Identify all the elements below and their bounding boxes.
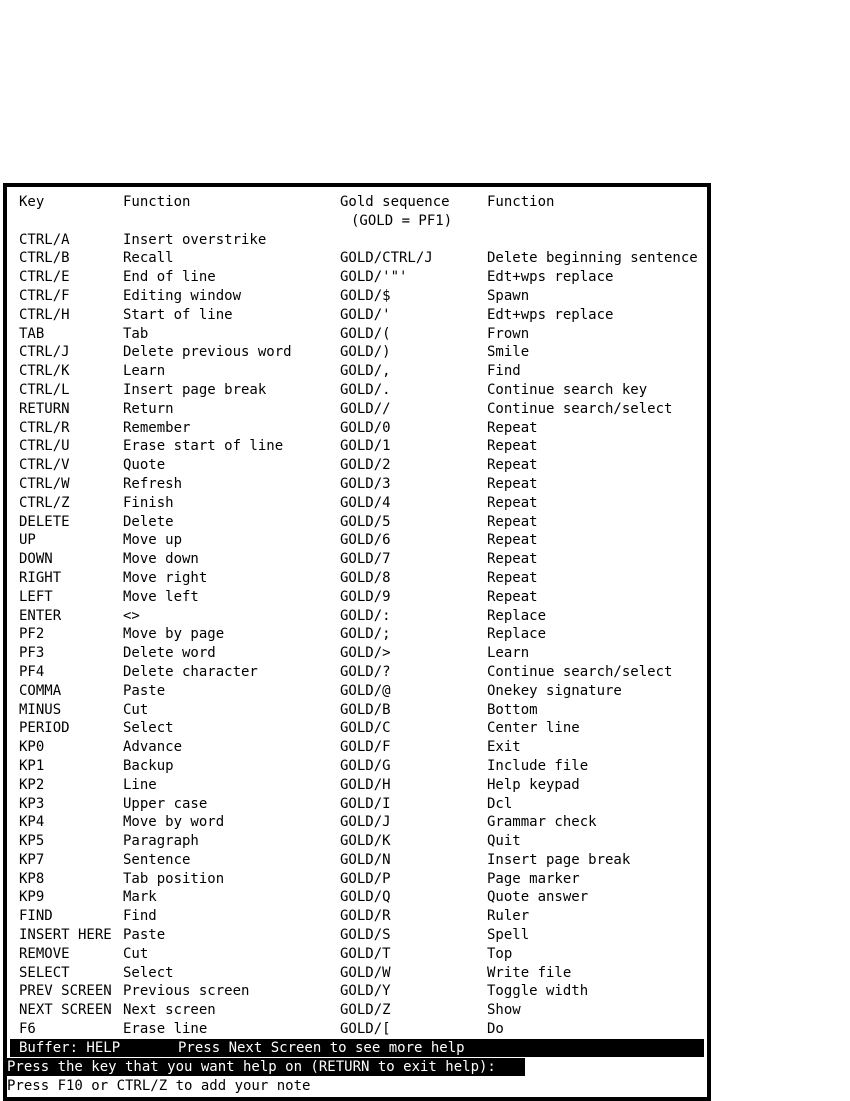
row-key: PF3 — [19, 645, 45, 662]
row-gold-sequence: GOLD/8 — [340, 569, 391, 586]
row-gold-function: Show — [487, 1002, 521, 1019]
row-gold-sequence: GOLD/9 — [340, 588, 391, 605]
table-row — [19, 982, 707, 1001]
row-key: DOWN — [19, 551, 53, 568]
row-function: Remember — [123, 419, 191, 436]
table-row — [19, 870, 707, 889]
header-gold-sequence: Gold sequence — [340, 194, 450, 210]
row-function: Move by page — [123, 626, 225, 643]
row-function: Move by word — [123, 814, 225, 831]
row-function: Delete — [123, 513, 174, 530]
row-gold-sequence: GOLD/> — [340, 645, 391, 662]
table-row — [19, 607, 707, 626]
row-gold-sequence: GOLD// — [340, 400, 391, 417]
row-gold-function: Learn — [487, 645, 530, 662]
row-function: Mark — [123, 889, 157, 906]
row-key: KP3 — [19, 795, 45, 812]
row-key: KP8 — [19, 870, 45, 887]
table-row — [19, 419, 707, 438]
row-gold-function: Continue search key — [487, 381, 648, 398]
row-key: REMOVE — [19, 945, 70, 962]
table-row — [19, 513, 707, 532]
row-gold-function: Ruler — [487, 908, 530, 925]
row-gold-function: Do — [487, 1021, 504, 1038]
row-function: Delete character — [123, 663, 258, 680]
row-gold-sequence: GOLD/S — [340, 927, 391, 944]
row-key: CTRL/V — [19, 457, 70, 474]
table-row — [19, 795, 707, 814]
row-function: Previous screen — [123, 983, 250, 1000]
table-row — [19, 907, 707, 926]
row-key: CTRL/W — [19, 475, 70, 492]
row-key: RETURN — [19, 400, 70, 417]
row-function: Cut — [123, 701, 149, 718]
row-gold-sequence: GOLD/K — [340, 833, 391, 850]
row-gold-function: Edt+wps replace — [487, 269, 614, 286]
row-gold-sequence: GOLD/P — [340, 870, 391, 887]
row-gold-function: Spawn — [487, 287, 530, 304]
table-row — [19, 437, 707, 456]
table-row — [19, 757, 707, 776]
row-gold-function: Replace — [487, 607, 547, 624]
table-row — [19, 964, 707, 983]
table-row — [19, 945, 707, 964]
table-row — [19, 456, 707, 475]
buffer-label: Buffer: HELP — [19, 1040, 121, 1056]
row-key: CTRL/E — [19, 269, 70, 286]
row-function: Recall — [123, 250, 174, 267]
row-function: Erase line — [123, 1021, 208, 1038]
row-key: FIND — [19, 908, 53, 925]
row-gold-sequence: GOLD/Z — [340, 1002, 391, 1019]
row-key: CTRL/H — [19, 306, 70, 323]
row-gold-function: Exit — [487, 739, 521, 756]
table-row — [19, 776, 707, 795]
table-row — [19, 494, 707, 513]
row-gold-function: Repeat — [487, 551, 538, 568]
row-key: CTRL/K — [19, 363, 70, 380]
row-function: Paste — [123, 682, 166, 699]
row-key: CTRL/B — [19, 250, 70, 267]
row-key: KP4 — [19, 814, 45, 831]
row-gold-function: Find — [487, 363, 521, 380]
table-row — [19, 400, 707, 419]
table-row — [19, 625, 707, 644]
row-function: Select — [123, 720, 174, 737]
row-gold-function: Repeat — [487, 513, 538, 530]
row-gold-sequence: GOLD/: — [340, 607, 391, 624]
table-row — [19, 381, 707, 400]
header-function: Function — [123, 194, 191, 210]
row-gold-function: Repeat — [487, 588, 538, 605]
table-row — [19, 832, 707, 851]
table-row — [19, 1020, 707, 1039]
row-gold-function: Quote answer — [487, 889, 589, 906]
row-key: CTRL/R — [19, 419, 70, 436]
row-gold-function: Continue search/select — [487, 400, 673, 417]
row-function: Advance — [123, 739, 183, 756]
row-gold-sequence: GOLD/F — [340, 739, 391, 756]
buffer-hint: Press Next Screen to see more help — [178, 1040, 465, 1056]
row-gold-sequence: GOLD/N — [340, 851, 391, 868]
row-key: CTRL/A — [19, 231, 70, 248]
row-gold-function: Replace — [487, 626, 547, 643]
row-key: UP — [19, 532, 36, 549]
row-key: PF4 — [19, 663, 45, 680]
row-gold-sequence: GOLD/R — [340, 908, 391, 925]
row-gold-sequence: GOLD/Y — [340, 983, 391, 1000]
row-gold-function: Bottom — [487, 701, 538, 718]
row-key: DELETE — [19, 513, 70, 530]
row-gold-function: Repeat — [487, 438, 538, 455]
row-key: KP5 — [19, 833, 45, 850]
row-function: Return — [123, 400, 174, 417]
table-row — [19, 851, 707, 870]
table-row — [19, 325, 707, 344]
table-row — [19, 888, 707, 907]
row-key: RIGHT — [19, 569, 62, 586]
row-key: KP0 — [19, 739, 45, 756]
row-gold-sequence: GOLD/? — [340, 663, 391, 680]
row-gold-function: Quit — [487, 833, 521, 850]
row-key: CTRL/U — [19, 438, 70, 455]
row-function: Paragraph — [123, 833, 199, 850]
row-gold-sequence: GOLD/H — [340, 776, 391, 793]
row-key: NEXT SCREEN — [19, 1002, 112, 1019]
row-gold-sequence: GOLD/; — [340, 626, 391, 643]
row-function: Delete previous word — [123, 344, 292, 361]
row-gold-function: Spell — [487, 927, 530, 944]
row-gold-sequence: GOLD/2 — [340, 457, 391, 474]
row-function: Insert page break — [123, 381, 267, 398]
row-gold-function: Repeat — [487, 569, 538, 586]
row-function: Find — [123, 908, 157, 925]
row-function: Quote — [123, 457, 166, 474]
row-gold-sequence: GOLD/6 — [340, 532, 391, 549]
row-key: TAB — [19, 325, 45, 342]
row-gold-sequence: GOLD/'"' — [340, 269, 408, 286]
row-gold-sequence: GOLD/' — [340, 306, 391, 323]
header-gold-note: (GOLD = PF1) — [351, 212, 453, 229]
row-function: Finish — [123, 494, 174, 511]
row-gold-sequence: GOLD/@ — [340, 682, 391, 699]
row-key: F6 — [19, 1021, 36, 1038]
table-header — [19, 193, 707, 231]
row-gold-sequence: GOLD/1 — [340, 438, 391, 455]
row-gold-sequence: GOLD/4 — [340, 494, 391, 511]
row-gold-sequence: GOLD/5 — [340, 513, 391, 530]
row-gold-function: Repeat — [487, 494, 538, 511]
table-row — [19, 249, 707, 268]
row-gold-sequence: GOLD/) — [340, 344, 391, 361]
row-function: Move down — [123, 551, 199, 568]
status-bar — [10, 1039, 704, 1057]
row-key: KP7 — [19, 851, 45, 868]
table-row — [19, 813, 707, 832]
row-gold-sequence: GOLD/, — [340, 363, 391, 380]
table-row — [19, 588, 707, 607]
row-key: PERIOD — [19, 720, 70, 737]
row-gold-function: Top — [487, 945, 513, 962]
table-row — [19, 719, 707, 738]
row-gold-sequence: GOLD/0 — [340, 419, 391, 436]
row-gold-sequence: GOLD/B — [340, 701, 391, 718]
help-prompt[interactable]: Press the key that you want help on (RETURN to exit help): — [7, 1058, 525, 1076]
row-gold-sequence: GOLD/W — [340, 964, 391, 981]
row-gold-function: Dcl — [487, 795, 513, 812]
row-gold-sequence: GOLD/[ — [340, 1021, 391, 1038]
table-row — [19, 362, 707, 381]
row-gold-function: Smile — [487, 344, 530, 361]
row-gold-function: Repeat — [487, 419, 538, 436]
row-function: Editing window — [123, 287, 242, 304]
row-key: MINUS — [19, 701, 62, 718]
table-row — [19, 926, 707, 945]
row-key: KP1 — [19, 757, 45, 774]
row-function: Insert overstrike — [123, 231, 267, 248]
row-function: End of line — [123, 269, 216, 286]
row-gold-sequence: GOLD/G — [340, 757, 391, 774]
row-key: INSERT HERE — [19, 927, 112, 944]
terminal-window — [3, 183, 711, 1101]
row-gold-sequence: GOLD/. — [340, 381, 391, 398]
row-function: Move right — [123, 569, 208, 586]
row-gold-sequence: GOLD/CTRL/J — [340, 250, 433, 267]
row-key: SELECT — [19, 964, 70, 981]
row-function: Learn — [123, 363, 166, 380]
header-function-2: Function — [487, 194, 555, 210]
row-gold-function: Delete beginning sentence — [487, 250, 698, 267]
row-gold-function: Include file — [487, 757, 589, 774]
table-row — [19, 663, 707, 682]
row-gold-function: Repeat — [487, 475, 538, 492]
row-key: CTRL/Z — [19, 494, 70, 511]
row-key: CTRL/L — [19, 381, 70, 398]
table-row — [19, 531, 707, 550]
row-key: ENTER — [19, 607, 62, 624]
row-function: Move left — [123, 588, 199, 605]
row-function: Line — [123, 776, 157, 793]
row-function: Paste — [123, 927, 166, 944]
row-key: KP2 — [19, 776, 45, 793]
row-key: KP9 — [19, 889, 45, 906]
row-function: Upper case — [123, 795, 208, 812]
row-key: PF2 — [19, 626, 45, 643]
table-row — [19, 701, 707, 720]
row-function: Start of line — [123, 306, 233, 323]
row-gold-function: Onekey signature — [487, 682, 622, 699]
table-row — [19, 1001, 707, 1020]
row-function: Select — [123, 964, 174, 981]
row-gold-sequence: GOLD/I — [340, 795, 391, 812]
row-gold-function: Continue search/select — [487, 663, 673, 680]
table-row — [19, 550, 707, 569]
row-gold-function: Frown — [487, 325, 530, 342]
row-function: Tab — [123, 325, 149, 342]
row-gold-function: Help keypad — [487, 776, 580, 793]
row-function: Backup — [123, 757, 174, 774]
row-function: Cut — [123, 945, 149, 962]
row-gold-function: Page marker — [487, 870, 580, 887]
row-function: Sentence — [123, 851, 191, 868]
row-gold-function: Repeat — [487, 457, 538, 474]
row-gold-sequence: GOLD/J — [340, 814, 391, 831]
table-row — [19, 475, 707, 494]
row-function: Delete word — [123, 645, 216, 662]
row-function: <> — [123, 607, 140, 624]
row-gold-sequence: GOLD/7 — [340, 551, 391, 568]
row-key: CTRL/J — [19, 344, 70, 361]
row-key: COMMA — [19, 682, 62, 699]
row-gold-function: Grammar check — [487, 814, 597, 831]
row-function: Refresh — [123, 475, 183, 492]
table-row — [19, 268, 707, 287]
row-gold-sequence: GOLD/$ — [340, 287, 391, 304]
row-gold-function: Write file — [487, 964, 572, 981]
row-gold-function: Insert page break — [487, 851, 631, 868]
row-gold-function: Repeat — [487, 532, 538, 549]
table-row — [19, 682, 707, 701]
row-function: Next screen — [123, 1002, 216, 1019]
row-gold-function: Toggle width — [487, 983, 589, 1000]
note-hint: Press F10 or CTRL/Z to add your note — [7, 1078, 311, 1094]
table-row — [19, 644, 707, 663]
row-function: Move up — [123, 532, 183, 549]
table-row — [19, 738, 707, 757]
table-row — [19, 569, 707, 588]
row-gold-sequence: GOLD/Q — [340, 889, 391, 906]
row-gold-sequence: GOLD/C — [340, 720, 391, 737]
header-key: Key — [19, 194, 45, 210]
table-row — [19, 343, 707, 362]
row-key: PREV SCREEN — [19, 983, 112, 1000]
row-function: Tab position — [123, 870, 225, 887]
table-rows — [19, 231, 707, 1039]
row-gold-sequence: GOLD/( — [340, 325, 391, 342]
row-gold-function: Edt+wps replace — [487, 306, 614, 323]
row-gold-sequence: GOLD/3 — [340, 475, 391, 492]
row-gold-sequence: GOLD/T — [340, 945, 391, 962]
table-row — [19, 287, 707, 306]
row-key: CTRL/F — [19, 287, 70, 304]
row-gold-function: Center line — [487, 720, 580, 737]
table-row — [19, 306, 707, 325]
table-row — [19, 231, 707, 250]
help-key-table — [19, 193, 707, 1039]
row-function: Erase start of line — [123, 438, 284, 455]
row-key: LEFT — [19, 588, 53, 605]
